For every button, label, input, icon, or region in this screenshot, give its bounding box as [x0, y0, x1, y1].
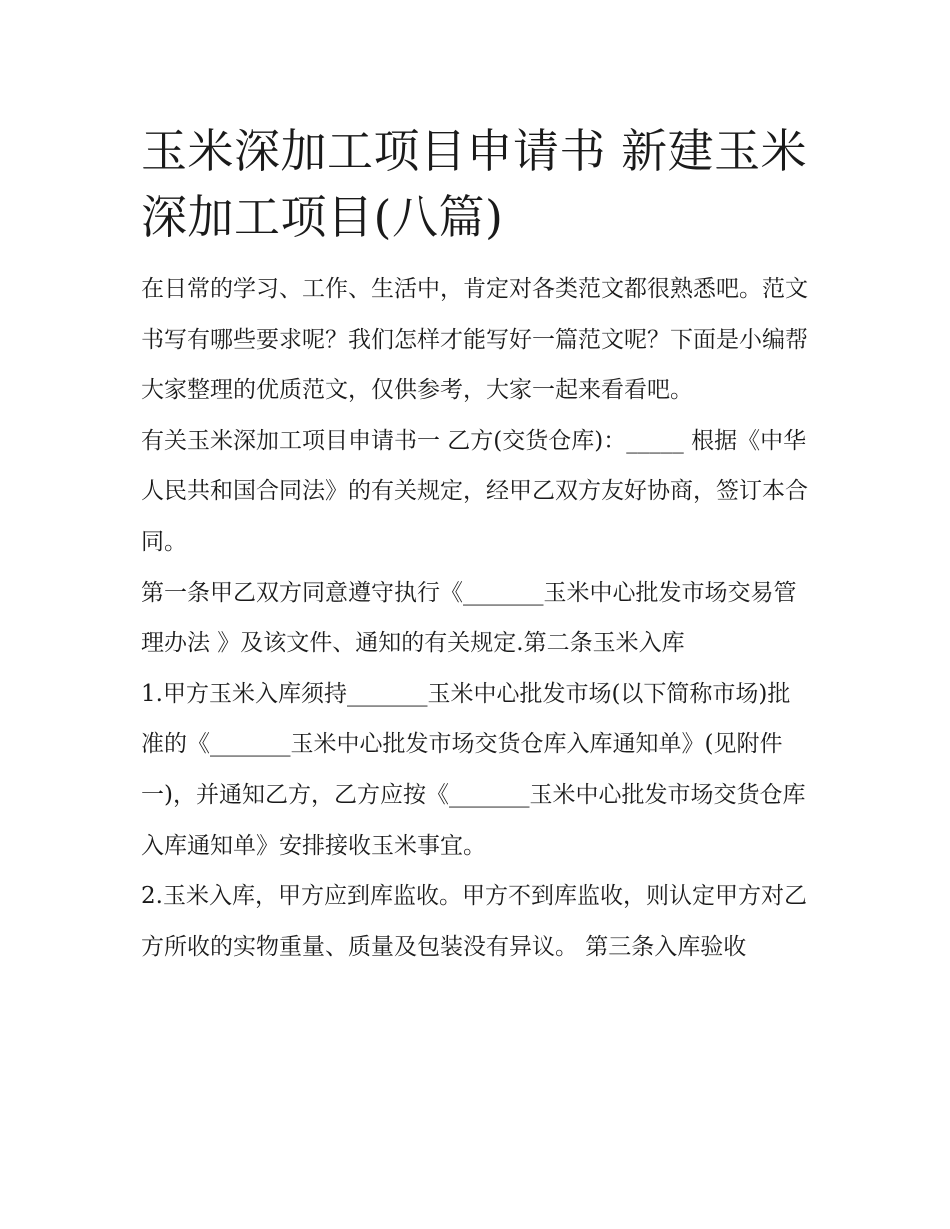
document-page: [141, 118, 813, 972]
paragraph-item-one: 1.甲方玉米入库须持_______玉米中心批发市场(以下简称市场)批准的《_______玉米中心批发市场交货仓库入库通知单》(见附件一)，并通知乙方，乙方应按《_______玉米中心批发市场交货仓库入库通知单》安排接收玉米事宜。: [141, 680, 806, 859]
paragraph-item-two: 2.玉米入库，甲方应到库监收。甲方不到库监收，则认定甲方对乙方所收的实物重量、质量及包装没有异议。 第三条入库验收: [141, 883, 807, 960]
paragraph-article-one: 第一条甲乙双方同意遵守执行《_______玉米中心批发市场交易管理办法 》及该文件、通知的有关规定.第二条玉米入库: [141, 579, 797, 657]
document-title: 玉米深加工项目申请书 新建玉米深加工项目(八篇): [141, 124, 808, 244]
paragraph-contract-opening: 有关玉米深加工项目申请书一 乙方(交货仓库)：_____ 根据《中华人民共和国合同法》的有关规定，经甲乙双方友好协商，签订本合同。: [141, 427, 808, 555]
paragraph-intro: 在日常的学习、工作、生活中，肯定对各类范文都很熟悉吧。范文书写有哪些要求呢？我们怎样才能写好一篇范文呢？下面是小编帮大家整理的优质范文，仅供参考，大家一起来看看吧。: [141, 276, 808, 404]
